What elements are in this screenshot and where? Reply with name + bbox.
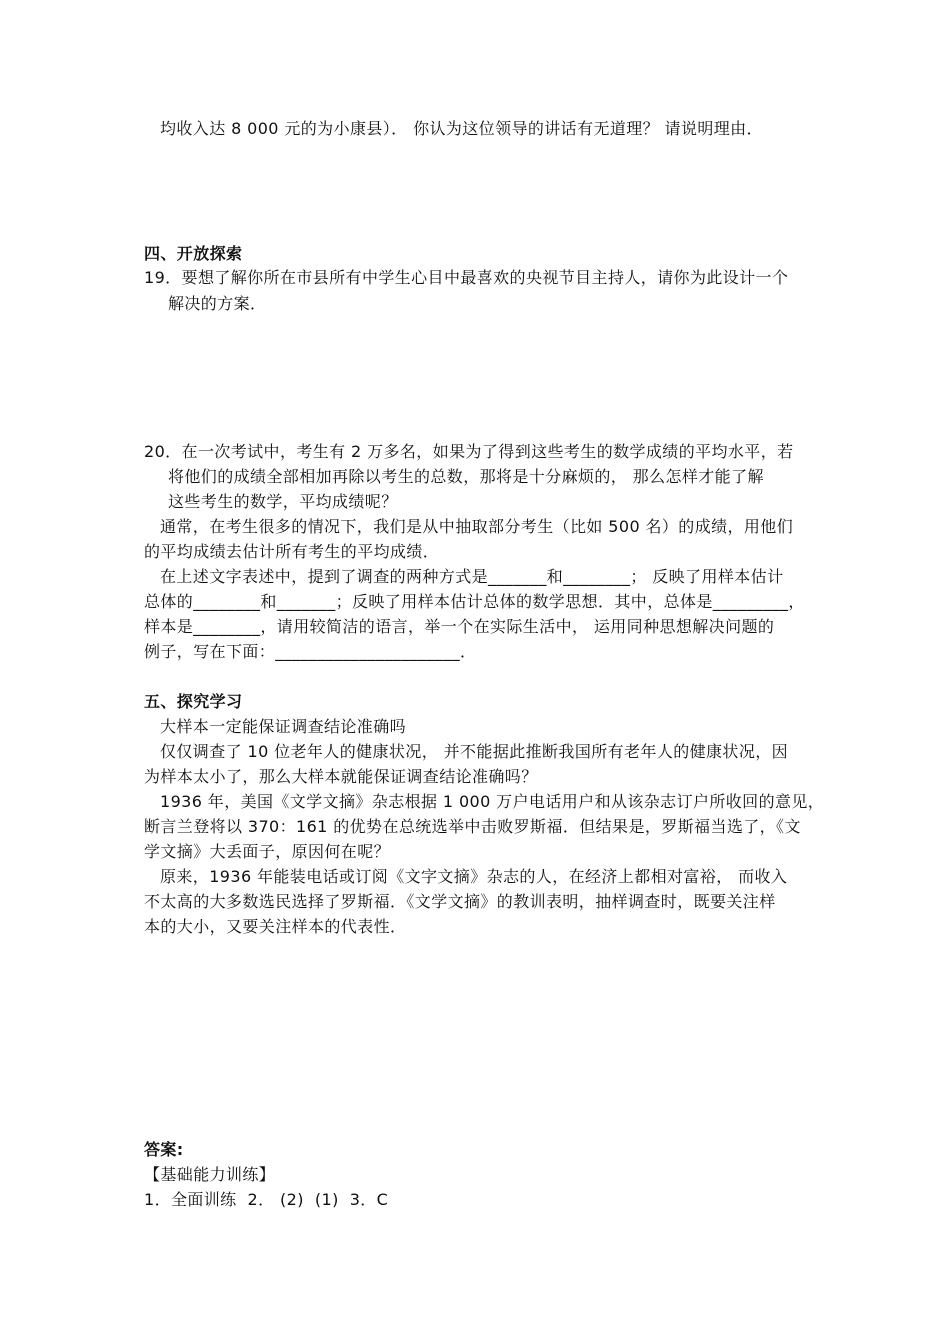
answers-heading: 答案:: [144, 1140, 184, 1159]
reading-line: 1936 年，美国《文学文摘》杂志根据 1 000 万户电话用户和从该杂志订户所收回的意见，: [160, 792, 825, 811]
question-19-line2: 解决的方案．: [168, 294, 267, 313]
fill-blank-line: 在上述文字表述中，提到了调查的两种方式是_______和________； 反映了用样本估计: [160, 567, 784, 586]
reading-title: 大样本一定能保证调查结论准确吗: [160, 717, 407, 736]
question-20-line3: 这些考生的数学，平均成绩呢？: [168, 492, 398, 511]
answers-subheading: 【基础能力训练】: [144, 1165, 276, 1184]
text-line: 均收入达 8 000 元的为小康县）． 你认为这位领导的讲话有无道理？ 请说明理由．: [160, 119, 763, 138]
reading-line: 学文摘》大丢面子，原因何在呢？: [144, 842, 391, 861]
reading-line: 仅仅调查了 10 位老年人的健康状况， 并不能据此推断我国所有老年人的健康状况，因: [160, 742, 789, 761]
paragraph-line: 的平均成绩去估计所有考生的平均成绩．: [144, 542, 440, 561]
question-20-line1: 20．在一次考试中，考生有 2 万多名，如果为了得到这些考生的数学成绩的平均水平，若: [144, 442, 794, 461]
paragraph-line: 通常，在考生很多的情况下，我们是从中抽取部分考生（比如 500 名）的成绩，用他们: [160, 517, 794, 536]
reading-line: 本的大小，又要关注样本的代表性．: [144, 917, 407, 936]
answers-line: 1．全面训练 2． (2) (1) 3．C: [144, 1190, 389, 1209]
reading-line: 为样本太小了，那么大样本就能保证调查结论准确吗？: [144, 767, 538, 786]
fill-blank-line: 样本是________，请用较简洁的语言，举一个在实际生活中， 运用同种思想解决问题的: [144, 617, 775, 636]
reading-line: 原来，1936 年能装电话或订阅《文字文摘》杂志的人，在经济上都相对富裕， 而收入: [160, 867, 788, 886]
fill-blank-line: 例子，写在下面：______________________．: [144, 642, 477, 661]
question-19-line1: 19．要想了解你所在市县所有中学生心目中最喜欢的央视节目主持人，请你为此设计一个: [144, 268, 789, 287]
reading-line: 不太高的大多数选民选择了罗斯福．《文学文摘》的教训表明，抽样调查时，既要关注样: [144, 892, 776, 911]
section-heading-open-exploration: 四、开放探索: [144, 244, 243, 263]
question-20-line2: 将他们的成绩全部相加再除以考生的总数，那将是十分麻烦的， 那么怎样才能了解: [168, 467, 764, 486]
section-heading-inquiry-learning: 五、探究学习: [144, 692, 243, 711]
fill-blank-line: 总体的________和_______；反映了用样本估计总体的数学思想．其中，总体是_________，: [144, 592, 805, 611]
reading-line: 断言兰登将以 370：161 的优势在总统选举中击败罗斯福．但结果是，罗斯福当选了，《文: [144, 817, 801, 836]
